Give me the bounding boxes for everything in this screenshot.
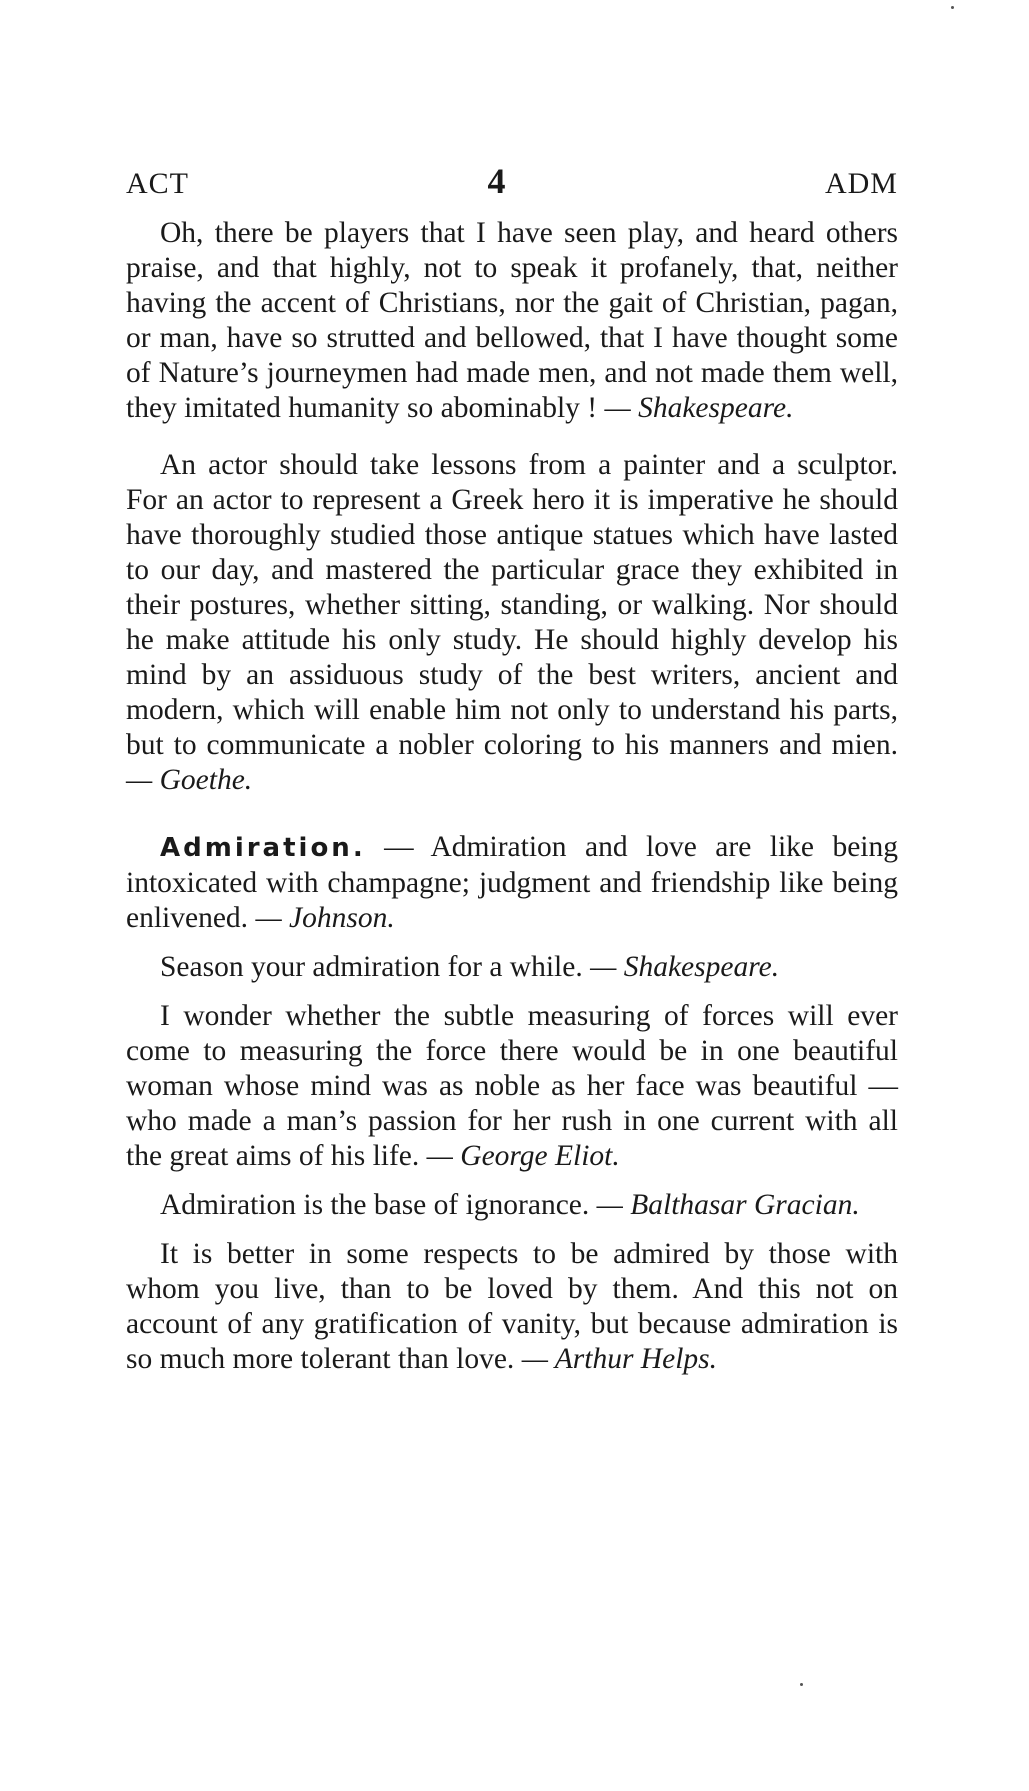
quote-shakespeare-season [126, 950, 898, 985]
quote-text: Admiration is the base of ignorance. [160, 1189, 590, 1221]
header-left-guide-word: ACT [126, 167, 189, 200]
quote-text: Season your admiration for a while. [160, 951, 583, 983]
quote-shakespeare-players [126, 216, 898, 426]
quote-arthur-helps [126, 1237, 898, 1377]
quote-author: — Shakespeare. [590, 951, 780, 983]
quote-author: — Johnson. [255, 902, 395, 934]
quote-text: An actor should take lessons from a painter and a sculptor. For an actor to represent a Greek hero it is imperative he should have thoroughly studied those antique statues which have lasted to our day, and mastered the particular grace they exhibited in their postures, whether sitting, standing, or walking. Nor should he make attitude his only study. He should highly develop his mind by an assiduous study of the best writers, ancient and modern, which will enable him not only to understand his parts, but to communicate a nobler coloring to his manners and mien. [126, 449, 898, 761]
topic-heading: Admiration. [160, 833, 366, 863]
quote-text: I wonder whether the subtle measuring of forces will ever come to measuring the force there would be in one beautiful woman whose mind was as noble as her face was beautiful — who made a man’s passion for her rush in one current with all the great aims of his life. [126, 1000, 898, 1172]
quote-text: Oh, there be players that I have seen play, and heard others praise, and that highly, not to speak it profanely, that, neither having the accent of Christians, nor the gait of Christian, pagan, or man, have so strutted and bellowed, that I have thought some of Nature’s journeymen had made men, and not made them well, they imitated humanity so abominably ! [126, 217, 898, 424]
quote-george-eliot [126, 999, 898, 1174]
scan-speck [800, 1683, 803, 1686]
quote-author: — Arthur Helps. [521, 1343, 718, 1375]
quote-gracian [126, 1188, 898, 1223]
scan-speck [951, 6, 954, 9]
header-right-guide-word: ADM [824, 167, 898, 200]
quote-author: — Shakespeare. [604, 392, 794, 424]
quote-goethe-actor [126, 448, 898, 798]
quote-author: — Goethe. [126, 764, 253, 796]
quote-text: — Admiration and love are like being intoxicated with champagne; judgment and friendship like being enlivened. [126, 831, 899, 934]
quote-author: — George Eliot. [426, 1140, 620, 1172]
running-head [126, 160, 898, 202]
quote-text: It is better in some respects to be admired by those with whom you live, than to be loved by them. And this not on account of any gratification of vanity, but because admiration is so much more tolerant than love. [126, 1238, 898, 1375]
page-number: 4 [487, 161, 507, 201]
book-page [126, 160, 898, 1391]
quote-author: — Balthasar Gracian. [596, 1189, 860, 1221]
topic-entry-admiration [126, 830, 898, 936]
